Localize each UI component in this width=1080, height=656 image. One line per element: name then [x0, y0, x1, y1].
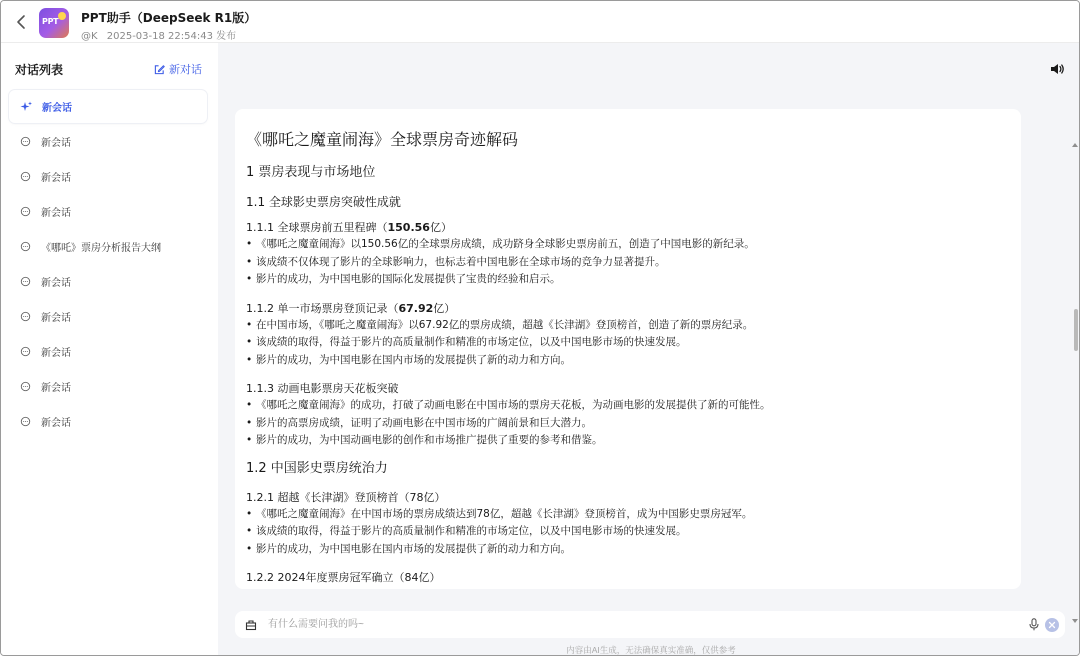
- subsection-heading: 1.1 全球影史票房突破性成就: [246, 195, 401, 209]
- conversation-label: 新会话: [41, 173, 71, 184]
- app-logo: [39, 8, 69, 38]
- heading-number: 67.92: [398, 301, 434, 315]
- conversation-label: 新会话: [41, 383, 71, 394]
- conversation-label: 新会话: [41, 138, 71, 149]
- heading-number: 150.56: [387, 221, 430, 234]
- chat-input-bar: [235, 611, 1065, 638]
- bullet-item: • 在中国市场，《哪吒之魔童闹海》以67.92亿的票房成绩，超越《长津湖》登顶榜首，创造了新的票房纪录。: [246, 317, 1006, 335]
- subsubsection-heading: [246, 300, 1006, 317]
- read-aloud-button[interactable]: [1049, 61, 1065, 77]
- heading-text: 1.1.1 全球票房前五里程碑（: [246, 221, 388, 234]
- conversation-item[interactable]: [9, 160, 207, 193]
- app-meta: [81, 27, 242, 42]
- conversation-item[interactable]: [9, 230, 207, 263]
- top-header: [1, 1, 1079, 43]
- toolbox-icon: [245, 619, 257, 631]
- publish-time: 2025-03-18 22:54:43 发布: [106, 31, 237, 42]
- sparkle-icon: [20, 101, 32, 113]
- chat-bubble-icon: [20, 416, 31, 427]
- conversation-label: 新会话: [42, 103, 72, 114]
- bullet-item: • 《哪吒之魔童闹海》在中国市场的票房成绩达到78亿，超越《长津湖》登顶榜首，成为中国影史票房冠军。: [246, 506, 1006, 524]
- subsubsection-heading: [246, 219, 1006, 236]
- chat-bubble-icon: [20, 276, 31, 287]
- document-title: 《哪吒之魔童闹海》全球票房奇迹解码: [246, 130, 519, 149]
- ai-response-card: [235, 109, 1021, 589]
- bullet-item: • 影片的成功，为中国电影的国际化发展提供了宝贵的经验和启示。: [246, 271, 1006, 289]
- send-icon: [1048, 621, 1056, 629]
- app-title: PPT助手（DeepSeek R1版）: [81, 11, 257, 25]
- chat-bubble-icon: [20, 136, 31, 147]
- chat-bubble-icon: [20, 311, 31, 322]
- conversation-label: 《哪吒》票房分析报告大纲: [41, 243, 161, 254]
- bullet-item: • 《哪吒之魔童闹海》的成功，打破了动画电影在中国市场的票房天花板，为动画电影的发展提供了新的可能性。: [246, 397, 1006, 415]
- bullet-item: • 《哪吒之魔童闹海》以150.56亿的全球票房成绩，成功跻身全球影史票房前五，创造了中国电影的新纪录。: [246, 236, 1006, 254]
- section-heading: 1 票房表现与市场地位: [246, 165, 376, 180]
- conversation-item[interactable]: [9, 195, 207, 228]
- ai-disclaimer: 内容由AI生成，无法确保真实准确，仅供参考: [566, 645, 736, 655]
- conversation-sidebar: [1, 43, 218, 655]
- subsubsection-heading-partial: 1.2.2 2024年度票房冠军确立（84亿）: [246, 571, 441, 584]
- heading-text: 亿）: [433, 301, 456, 315]
- conversation-label: 新会话: [41, 418, 71, 429]
- author-handle: @K: [81, 31, 98, 42]
- bullet-item: • 该成绩的取得，得益于影片的高质量制作和精准的市场定位，以及中国电影市场的快速发展。: [246, 523, 1006, 541]
- bullet-item: • 影片的成功，为中国动画电影的创作和市场推广提供了重要的参考和借鉴。: [246, 432, 1006, 450]
- conversation-label: 新会话: [41, 313, 71, 324]
- heading-text: 亿）: [429, 221, 452, 234]
- edit-icon: [154, 64, 165, 75]
- conversation-item[interactable]: [9, 335, 207, 368]
- send-button[interactable]: [1045, 618, 1059, 632]
- conversation-label: 新会话: [41, 348, 71, 359]
- logo-badge: [58, 12, 66, 20]
- conversation-item-active[interactable]: [9, 90, 207, 123]
- sidebar-title: 对话列表: [15, 63, 64, 77]
- voice-input-button[interactable]: [1027, 618, 1041, 632]
- conversation-item[interactable]: [9, 405, 207, 438]
- chevron-left-icon: [15, 14, 27, 30]
- conversation-item[interactable]: [9, 370, 207, 403]
- bullet-item: • 影片的高票房成绩，证明了动画电影在中国市场的广阔前景和巨大潜力。: [246, 415, 1006, 433]
- logo-text: PPT: [42, 17, 59, 26]
- new-chat-button[interactable]: [154, 61, 202, 77]
- bullet-item: • 该成绩的取得，得益于影片的高质量制作和精准的市场定位，以及中国电影市场的快速发展。: [246, 334, 1006, 352]
- bullet-item: • 该成绩不仅体现了影片的全球影响力，也标志着中国电影在全球市场的竞争力显著提升。: [246, 254, 1006, 272]
- subsubsection-heading: 1.2.1 超越《长津湖》登顶榜首（78亿）: [246, 490, 446, 504]
- chat-bubble-icon: [20, 206, 31, 217]
- new-chat-label: 新对话: [169, 63, 202, 76]
- sidebar-header: [15, 61, 205, 77]
- microphone-icon: [1029, 618, 1039, 631]
- back-button[interactable]: [11, 12, 31, 32]
- speaker-icon: [1049, 61, 1065, 77]
- bullet-item: • 影片的成功，为中国电影在国内市场的发展提供了新的动力和方向。: [246, 541, 1006, 559]
- bullet-item: • 影片的成功，为中国电影在国内市场的发展提供了新的动力和方向。: [246, 352, 1006, 370]
- scroll-down-arrow[interactable]: [1072, 619, 1078, 623]
- conversation-list: [9, 90, 207, 440]
- chat-bubble-icon: [20, 381, 31, 392]
- conversation-item[interactable]: [9, 300, 207, 333]
- heading-text: 1.1.2 单一市场票房登顶记录（: [246, 301, 399, 315]
- chat-bubble-icon: [20, 241, 31, 252]
- conversation-label: 新会话: [41, 208, 71, 219]
- tool-button[interactable]: [238, 611, 264, 638]
- conversation-item[interactable]: [9, 265, 207, 298]
- scrollbar-thumb[interactable]: [1074, 309, 1078, 351]
- subsubsection-heading: 1.1.3 动画电影票房天花板突破: [246, 382, 399, 395]
- section-heading: 1.2 中国影史票房统治力: [246, 460, 388, 476]
- chat-bubble-icon: [20, 171, 31, 182]
- scroll-up-arrow[interactable]: [1072, 143, 1078, 147]
- response-content: [246, 129, 1006, 586]
- conversation-label: 新会话: [41, 278, 71, 289]
- chat-bubble-icon: [20, 346, 31, 357]
- chat-input[interactable]: [264, 615, 1027, 635]
- conversation-item[interactable]: [9, 125, 207, 158]
- chat-main-area: [218, 43, 1079, 655]
